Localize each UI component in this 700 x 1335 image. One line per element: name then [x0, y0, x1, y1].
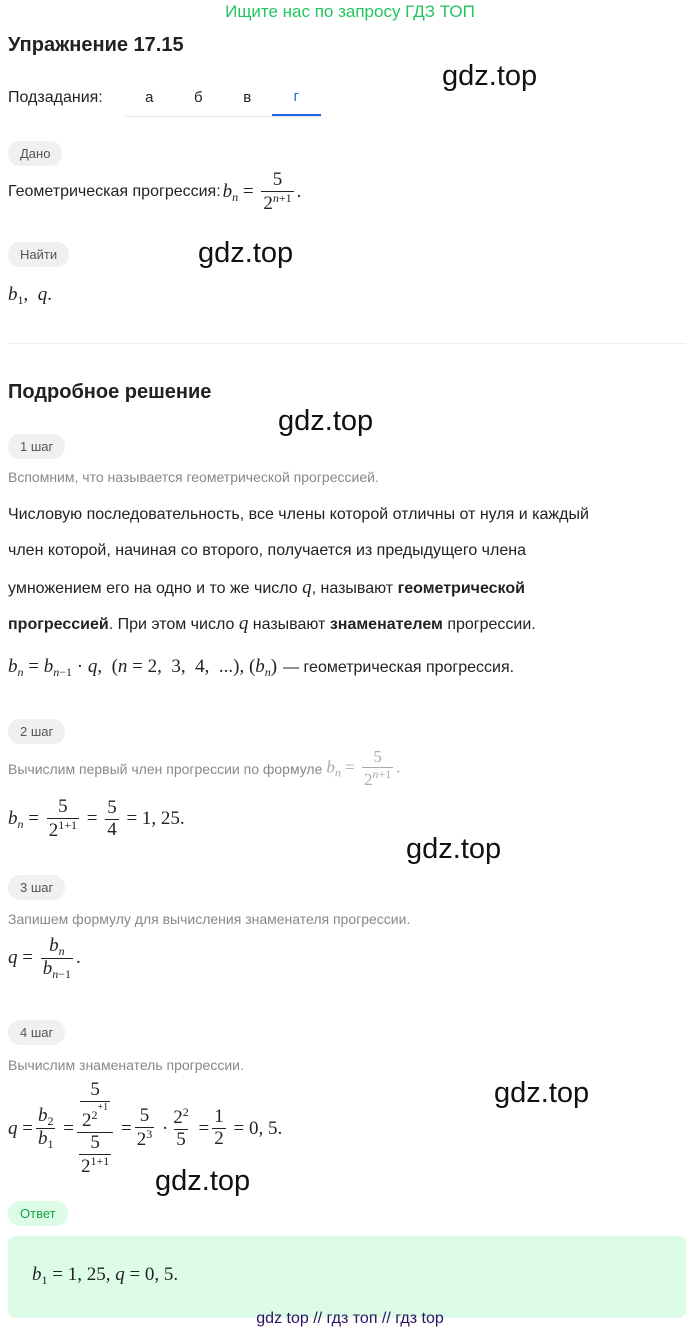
watermark: gdz.top — [155, 1165, 251, 1197]
tab-a[interactable]: а — [145, 89, 154, 106]
answer-box — [8, 1236, 686, 1318]
step-2-formula: $b_n$ = $\frac{5}{2^{1+1}}$ = $\frac{5}{4}$ = 1, 25. — [8, 796, 185, 841]
footer-links[interactable]: gdz top // гдз топ // гдз top — [256, 1310, 444, 1327]
step-3-hint: Запишем формулу для вычисления знаменателя прогрессии. — [8, 911, 411, 927]
q-symbol: q — [238, 613, 249, 634]
tab-g[interactable]: г — [272, 80, 321, 116]
line-4-text-c: называют — [252, 616, 326, 633]
step-2-badge: 2 шаг — [8, 719, 65, 744]
term-denominator: знаменателем — [329, 616, 443, 633]
step-1-line-1: Числовую последовательность, все члены которой отличны от нуля и каждый — [8, 506, 589, 523]
step-4-hint: Вычислим знаменатель прогрессии. — [8, 1057, 244, 1073]
watermark: gdz.top — [198, 237, 294, 269]
step-2-hint: Вычислим первый член прогрессии по формуле — [8, 760, 323, 777]
answer-badge: Ответ — [8, 1201, 68, 1226]
promo-banner[interactable]: Ищите нас по запросу ГДЗ ТОП — [225, 2, 475, 21]
watermark: gdz.top — [278, 405, 374, 437]
solution-title: Подробное решение — [8, 381, 212, 403]
subtasks-tabbar — [125, 80, 321, 117]
answer-formula: $b_1 = 1$, 25, q = 0, 5. — [32, 1264, 179, 1287]
line-3-text: умножением его на одно и то же число — [8, 580, 298, 597]
subtasks-label: Подзадания: — [8, 89, 103, 106]
step-4-formula: q = $\frac{b_2}{b_1}$ = $\frac{\frac{5}{2^{2^{+1}}}}{\frac{5}{2^{1+1}}}$ = $\frac{5}{2^3}$ · $\frac{2^2}{5}$ = $\frac{1}{2}$ = 0, 5. — [8, 1079, 283, 1177]
watermark: gdz.top — [406, 833, 502, 865]
formula-tail: — геометрическая прогрессия. — [283, 659, 515, 676]
recurrence-formula: $b_n = b_{n-1} \cdot q$, (n = 2, 3, 4, ...), $(b_n)$ — [8, 656, 278, 679]
step-1-badge: 1 шаг — [8, 434, 65, 459]
tab-b[interactable]: б — [193, 89, 203, 106]
find-formula: $b_1$, q. — [8, 284, 52, 307]
term-progression: прогрессией — [8, 616, 109, 633]
given-formula: $b_n$ = $\frac{5}{2^{n+1}}$ . — [222, 169, 302, 214]
step-2-hint-formula: $b_n$ = $\frac{5}{2^{n+1}}$ . — [326, 747, 401, 789]
step-1-line-3 — [8, 577, 525, 599]
step-1-line-2: член которой, начиная со второго, получается из предыдущего члена — [8, 542, 526, 559]
tab-v[interactable]: в — [243, 89, 252, 106]
term-geometric: геометрической — [397, 580, 525, 597]
step-3-formula: q = $\frac{b_n}{b_{n-1}}$ . — [8, 935, 81, 982]
find-badge: Найти — [8, 242, 69, 267]
watermark: gdz.top — [442, 60, 538, 92]
step-1-line-4 — [8, 613, 536, 635]
line-4-text-e: прогрессии. — [447, 616, 536, 633]
step-2-hint-row — [8, 748, 401, 789]
page-title: Упражнение 17.15 — [8, 34, 184, 56]
step-1-formula-row — [8, 656, 514, 680]
line-4-text-b: . При этом число — [108, 616, 235, 633]
given-row — [8, 170, 301, 215]
step-4-badge: 4 шаг — [8, 1020, 65, 1045]
subtasks-nav — [8, 80, 321, 116]
section-divider — [8, 343, 686, 344]
line-3-text-b: , называют — [311, 580, 394, 597]
watermark: gdz.top — [494, 1077, 590, 1109]
step-1-hint: Вспомним, что называется геометрической прогрессией. — [8, 469, 379, 485]
given-badge: Дано — [8, 141, 62, 166]
step-3-badge: 3 шаг — [8, 875, 65, 900]
q-symbol: q — [302, 577, 312, 598]
given-text: Геометрическая прогрессия: — [8, 183, 221, 201]
